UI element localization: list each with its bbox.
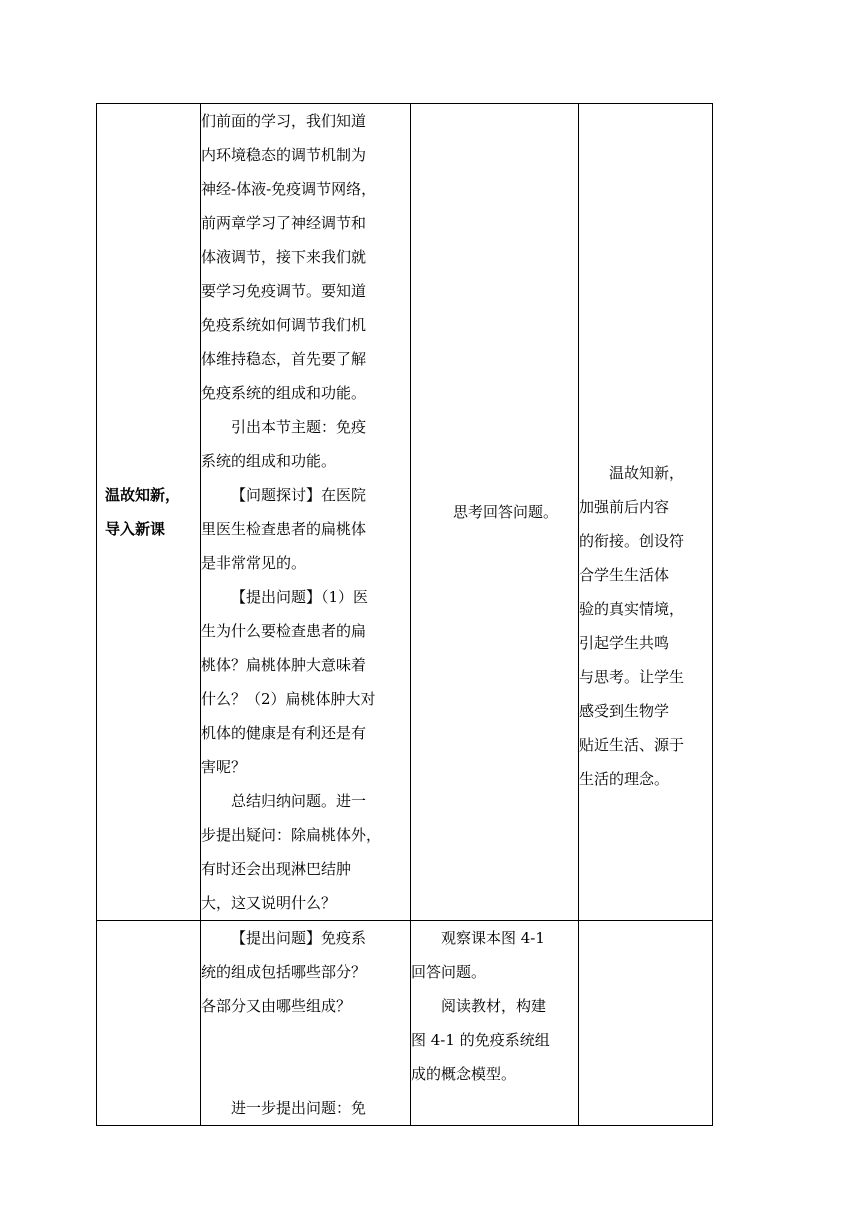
text-line: 统的组成包括哪些部分？ [201, 963, 367, 981]
text-line: 成的概念模型。 [411, 1065, 517, 1083]
teacher-activity-cell [201, 104, 411, 921]
text-line: 【提出问题】（1）医 [231, 588, 369, 606]
text-line [201, 1057, 410, 1091]
text-line: 神经-体液-免疫调节网络， [201, 180, 377, 198]
text-line: 们前面的学习，我们知道 [201, 112, 367, 130]
text-line: 回答问题。 [411, 963, 487, 981]
stage-line: 温故知新， [105, 486, 181, 504]
table-row [97, 921, 713, 1126]
text-line: 【问题探讨】在医院 [231, 486, 367, 504]
text-line: 生为什么要检查患者的扁 [201, 622, 367, 640]
text-line: 前两章学习了神经调节和 [201, 214, 367, 232]
text-line: 【提出问题】免疫系 [231, 929, 367, 947]
student-activity-text: 思考回答问题。 [452, 503, 558, 521]
stage-line: 导入新课 [105, 520, 166, 538]
text-line: 生活的理念。 [579, 770, 670, 788]
text-line: 有时还会出现淋巴结肿 [201, 860, 352, 878]
text-line: 引出本节主题：免疫 [231, 418, 367, 436]
text-line: 的衔接。创设符 [579, 532, 685, 550]
stage-cell [97, 104, 201, 921]
student-activity-cell [411, 104, 579, 921]
text-line: 验的真实情境， [579, 600, 685, 618]
text-line: 合学生生活体 [579, 566, 670, 584]
text-line: 桃体？扁桃体肿大意味着 [201, 656, 367, 674]
lesson-plan-table [96, 103, 713, 1126]
text-line: 要学习免疫调节。要知道 [201, 282, 367, 300]
text-line: 大，这又说明什么？ [201, 894, 337, 912]
stage-cell-empty [97, 921, 201, 1126]
text-line: 是非常常见的。 [201, 554, 307, 572]
teacher-activity-cell [201, 921, 411, 1126]
text-line [201, 1023, 410, 1057]
text-line: 系统的组成和功能。 [201, 452, 337, 470]
design-intent-cell [579, 104, 713, 921]
text-line: 步提出疑问：除扁桃体外， [201, 826, 382, 844]
text-line: 害呢？ [201, 758, 247, 776]
text-line: 加强前后内容 [579, 498, 670, 516]
design-intent-cell-empty [579, 921, 713, 1126]
text-line: 免疫系统的组成和功能。 [201, 384, 367, 402]
text-line: 阅读教材，构建 [441, 997, 547, 1015]
text-line: 引起学生共鸣 [579, 634, 670, 652]
text-line: 进一步提出问题：免 [231, 1099, 367, 1117]
table-row [97, 104, 713, 921]
text-line: 图 4-1 的免疫系统组 [411, 1031, 550, 1049]
text-line: 温故知新， [609, 464, 685, 482]
text-line: 感受到生物学 [579, 702, 670, 720]
text-line: 体液调节，接下来我们就 [201, 248, 367, 266]
text-line: 与思考。让学生 [579, 668, 685, 686]
text-line: 观察课本图 4-1 [441, 929, 545, 947]
student-activity-cell [411, 921, 579, 1126]
text-line: 总结归纳问题。进一 [231, 792, 367, 810]
text-line: 里医生检查患者的扁桃体 [201, 520, 367, 538]
text-line: 贴近生活、源于 [579, 736, 685, 754]
text-line: 机体的健康是有利还是有 [201, 724, 367, 742]
text-line: 免疫系统如何调节我们机 [201, 316, 367, 334]
text-line: 体维持稳态，首先要了解 [201, 350, 367, 368]
text-line: 内环境稳态的调节机制为 [201, 146, 367, 164]
text-line: 各部分又由哪些组成？ [201, 997, 352, 1015]
text-line: 什么？（2）扁桃体肿大对 [201, 690, 376, 708]
